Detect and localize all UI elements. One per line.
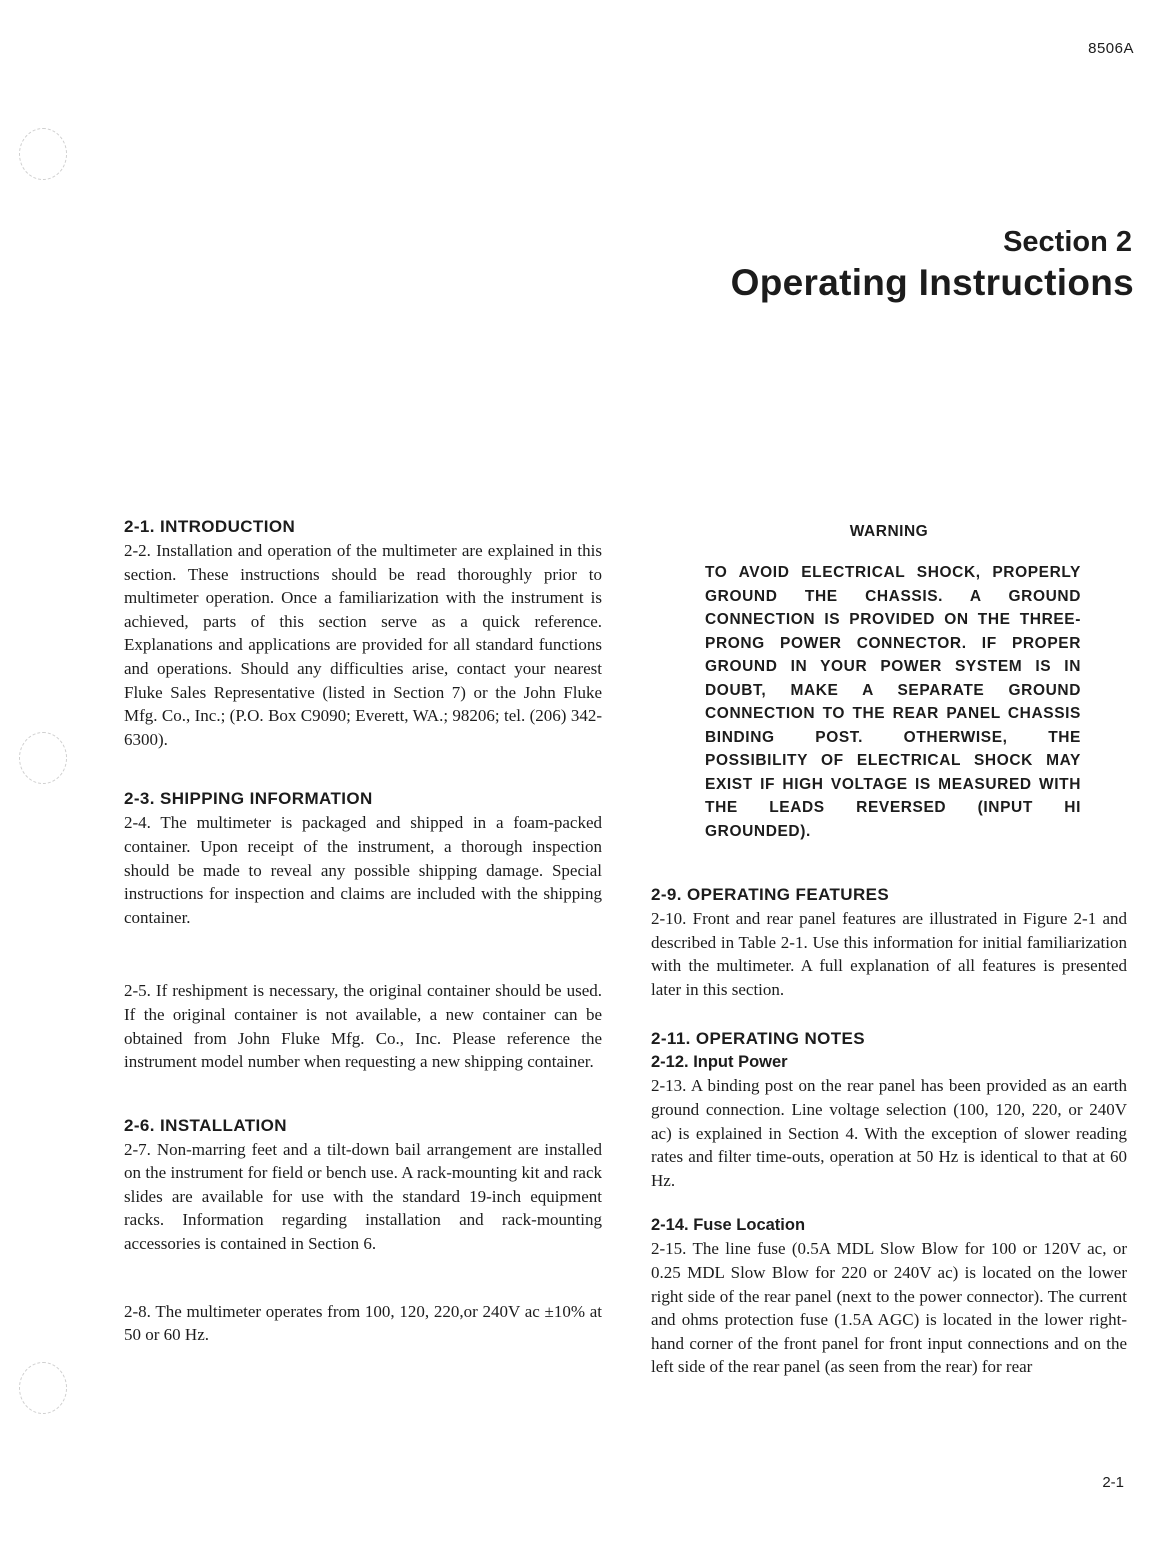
punch-hole-bottom [19, 1362, 67, 1414]
warning-block [651, 523, 1127, 843]
installation-heading: 2-6. INSTALLATION [124, 1115, 287, 1135]
punch-hole-top [19, 128, 67, 180]
fuse-location-paragraph: 2-15. The line fuse (0.5A MDL Slow Blow for 100 or 120V ac, or 0.25 MDL Slow Blow for 220 or 240V ac) is located on the lower right side of the rear panel (next to the power connector). The current and ohms protection fuse (1.5A AGC) is located in the lower right-hand corner of the front panel for front input connections and on the left side of the rear panel (as seen from the rear) for rear [651, 1239, 1127, 1377]
left-column [124, 515, 602, 1347]
fuse-location-heading: 2-14. Fuse Location [651, 1216, 806, 1235]
introduction-paragraph: 2-2. Installation and operation of the multimeter are explained in this section. These instructions should be read thoroughly prior to multimeter operation. Once a familiarization with the instrument is achieved, parts of this section serve as a quick reference. Explanations and applications are provided for all standard functions and operations. Should any difficulties arise, contact your nearest Fluke Sales Representative (listed in Section 7) or the John Fluke Mfg. Co., Inc.; (P.O. Box C9090; Everett, WA.; 98206; tel. (206) 342-6300). [124, 541, 602, 749]
model-number: 8506A [1088, 40, 1134, 57]
installation-paragraph-1: 2-7. Non-marring feet and a tilt-down bail arrangement are installed on the instrument for field or bench use. A rack-mounting kit and rack slides are available for use with the standard 19-inch equipment racks. Information regarding installation and rack-mounting accessories is contained in Section 6. [124, 1139, 602, 1254]
shipping-paragraph-1: 2-4. The multimeter is packaged and shipped in a foam-packed container. Upon receipt of the instrument, a thorough inspection should be made to reveal any possible shipping damage. Special instructions for inspection and claims are included with the shipping container. [124, 813, 602, 927]
operating-features-heading: 2-9. OPERATING FEATURES [651, 885, 890, 904]
page-number: 2-1 [1102, 1474, 1124, 1491]
right-column [651, 523, 1127, 1379]
punch-hole-middle [19, 732, 67, 784]
operating-features-paragraph: 2-10. Front and rear panel features are illustrated in Figure 2-1 and described in Table 2-1. Use this information for initial familiarization with the multimeter. A full explanation of all features is presented later in this section. [651, 909, 1127, 999]
warning-text: TO AVOID ELECTRICAL SHOCK, PROPERLY GROUND THE CHASSIS. A GROUND CONNECTION IS PROVIDED ON THE THREE-PRONG POWER CONNECTOR. IF PROPER GROUND IN YOUR POWER SYSTEM IS IN DOUBT, MAKE A SEPARATE GROUND CONNECTION TO THE REAR PANEL CHASSIS BINDING POST. OTHERWISE, THE POSSIBILITY OF ELECTRICAL SHOCK MAY EXIST IF HIGH VOLTAGE IS MEASURED WITH THE LEADS REVERSED (INPUT HI GROUNDED). [705, 564, 1081, 840]
section-number: Section 2 [1003, 226, 1132, 258]
shipping-heading: 2-3. SHIPPING INFORMATION [124, 789, 373, 809]
warning-heading: WARNING [849, 523, 929, 540]
introduction-heading: 2-1. INTRODUCTION [124, 517, 296, 536]
input-power-heading: 2-12. Input Power [651, 1053, 788, 1072]
installation-paragraph-2: 2-8. The multimeter operates from 100, 120, 220,or 240V ac ±10% at 50 or 60 Hz. [124, 1301, 602, 1345]
section-title: Operating Instructions [730, 262, 1134, 303]
input-power-paragraph: 2-13. A binding post on the rear panel has been provided as an earth ground connection. Line voltage selection (100, 120, 220, or 240V ac) is explained in Section 4. With the exception of slower reading rates and filter time-outs, operation at 50 Hz is identical to that at 60 Hz. [651, 1076, 1127, 1190]
operating-notes-heading: 2-11. OPERATING NOTES [651, 1029, 866, 1049]
shipping-paragraph-2: 2-5. If reshipment is necessary, the original container should be used. If the original container is not available, a new container can be obtained from John Fluke Mfg. Co., Inc. Please reference the instrument model number when requesting a new shipping container. [124, 981, 602, 1072]
